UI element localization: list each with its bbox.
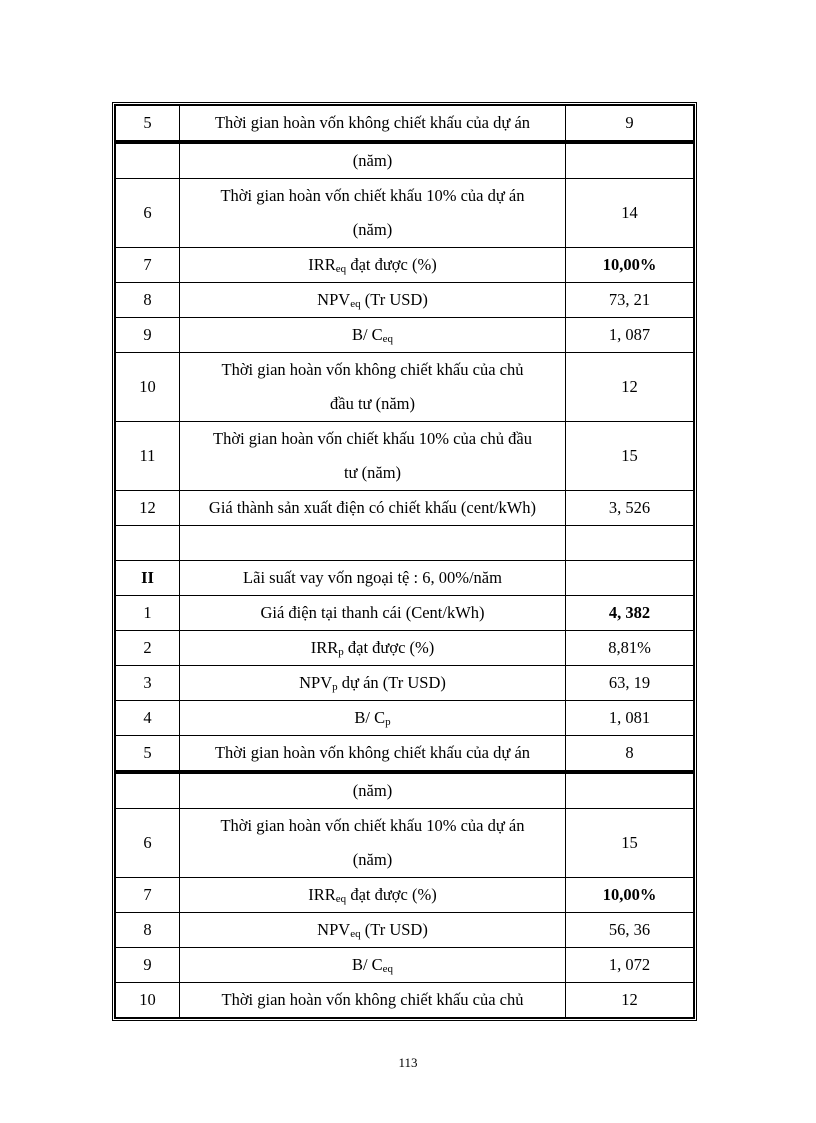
row-value: 8 xyxy=(566,736,694,773)
table-row xyxy=(116,666,694,701)
row-label: Thời gian hoàn vốn không chiết khấu của dự án xyxy=(180,106,566,143)
label-subscript: eq xyxy=(382,333,394,345)
row-label-line2: (năm) xyxy=(352,850,393,869)
row-number: 9 xyxy=(116,318,180,353)
row-label xyxy=(180,353,566,422)
row-number: 5 xyxy=(116,106,180,143)
row-number: 6 xyxy=(116,179,180,248)
row-value: 10,00% xyxy=(566,878,694,913)
row-label xyxy=(180,422,566,491)
row-value xyxy=(566,561,694,596)
row-number: 4 xyxy=(116,701,180,736)
label-main: NPV xyxy=(299,673,333,692)
row-label xyxy=(180,913,566,948)
table-row xyxy=(116,491,694,526)
table-row xyxy=(116,106,694,143)
row-number: 12 xyxy=(116,491,180,526)
row-number: 10 xyxy=(116,983,180,1018)
row-label-line2: tư (năm) xyxy=(343,463,402,482)
row-value: 73, 21 xyxy=(566,283,694,318)
row-label xyxy=(180,179,566,248)
row-value: 9 xyxy=(566,106,694,143)
row-label xyxy=(180,701,566,736)
label-subscript: eq xyxy=(335,893,347,905)
row-label xyxy=(180,809,566,878)
table-row xyxy=(116,913,694,948)
row-number: 9 xyxy=(116,948,180,983)
label-main: IRR xyxy=(310,638,339,657)
row-value: 1, 081 xyxy=(566,701,694,736)
row-label xyxy=(180,248,566,283)
row-label-line2: đầu tư (năm) xyxy=(330,394,415,413)
row-label-line1: Thời gian hoàn vốn chiết khấu 10% của chủ đầu xyxy=(213,429,532,448)
row-number: 1 xyxy=(116,596,180,631)
row-number: 8 xyxy=(116,283,180,318)
table-row xyxy=(116,179,694,248)
row-label: (năm) xyxy=(180,772,566,809)
row-number: 3 xyxy=(116,666,180,701)
row-label: Thời gian hoàn vốn không chiết khấu của chủ xyxy=(180,983,566,1018)
row-label: Giá thành sản xuất điện có chiết khấu (cent/kWh) xyxy=(180,491,566,526)
label-main: B/ C xyxy=(351,325,383,344)
row-value xyxy=(566,772,694,809)
row-value: 12 xyxy=(566,353,694,422)
label-main: B/ C xyxy=(351,955,383,974)
row-label: Lãi suất vay vốn ngoại tệ : 6, 00%/năm xyxy=(180,561,566,596)
row-label-line2: (năm) xyxy=(352,220,393,239)
row-value: 4, 382 xyxy=(566,596,694,631)
row-number: 6 xyxy=(116,809,180,878)
row-number: 2 xyxy=(116,631,180,666)
table-row xyxy=(116,353,694,422)
label-subscript: eq xyxy=(350,298,361,310)
table xyxy=(115,105,694,1018)
table-row xyxy=(116,772,694,809)
row-number: 8 xyxy=(116,913,180,948)
label-main: IRR xyxy=(308,255,336,274)
table-row xyxy=(116,283,694,318)
row-value: 14 xyxy=(566,179,694,248)
row-value: 10,00% xyxy=(566,248,694,283)
table-row xyxy=(116,983,694,1018)
row-number xyxy=(116,772,180,809)
label-subscript: eq xyxy=(335,263,347,275)
row-value: 1, 087 xyxy=(566,318,694,353)
table-row xyxy=(116,631,694,666)
table-row xyxy=(116,248,694,283)
row-label xyxy=(180,666,566,701)
row-label: Giá điện tại thanh cái (Cent/kWh) xyxy=(180,596,566,631)
table-row xyxy=(116,878,694,913)
table-row xyxy=(116,809,694,878)
row-label: Thời gian hoàn vốn không chiết khấu của dự án xyxy=(180,736,566,773)
label-rest: dự án (Tr USD) xyxy=(337,673,446,692)
label-rest: (Tr USD) xyxy=(360,290,428,309)
table-row xyxy=(116,526,694,561)
label-subscript: p xyxy=(385,716,391,728)
label-rest: (Tr USD) xyxy=(360,920,428,939)
row-number: 7 xyxy=(116,878,180,913)
row-value: 3, 526 xyxy=(566,491,694,526)
row-number: 10 xyxy=(116,353,180,422)
row-value xyxy=(566,526,694,561)
row-label xyxy=(180,878,566,913)
row-value: 15 xyxy=(566,422,694,491)
row-number: 7 xyxy=(116,248,180,283)
label-rest: đạt được (%) xyxy=(343,638,435,657)
row-number: 11 xyxy=(116,422,180,491)
row-label xyxy=(180,948,566,983)
row-value: 12 xyxy=(566,983,694,1018)
label-subscript: eq xyxy=(382,963,394,975)
row-label xyxy=(180,283,566,318)
page-number: 113 xyxy=(398,1055,418,1070)
results-table xyxy=(112,102,697,1021)
row-number: 5 xyxy=(116,736,180,773)
row-value: 56, 36 xyxy=(566,913,694,948)
table-row xyxy=(116,596,694,631)
label-main: NPV xyxy=(317,290,351,309)
row-value: 8,81% xyxy=(566,631,694,666)
row-label-line1: Thời gian hoàn vốn chiết khấu 10% của dự án xyxy=(220,186,525,205)
label-rest: đạt được (%) xyxy=(346,255,437,274)
row-value: 63, 19 xyxy=(566,666,694,701)
row-label xyxy=(180,631,566,666)
label-rest: đạt được (%) xyxy=(346,885,437,904)
row-label: (năm) xyxy=(180,142,566,179)
table-row xyxy=(116,142,694,179)
row-number: II xyxy=(116,561,180,596)
row-label xyxy=(180,526,566,561)
table-row xyxy=(116,318,694,353)
row-label-line1: Thời gian hoàn vốn chiết khấu 10% của dự án xyxy=(220,816,525,835)
label-subscript: p xyxy=(332,681,338,693)
row-value xyxy=(566,142,694,179)
row-label-line1: Thời gian hoàn vốn không chiết khấu của chủ xyxy=(221,360,524,379)
table-row xyxy=(116,948,694,983)
row-value: 1, 072 xyxy=(566,948,694,983)
table-row xyxy=(116,561,694,596)
label-subscript: eq xyxy=(350,928,361,940)
row-number xyxy=(116,142,180,179)
label-main: IRR xyxy=(308,885,336,904)
label-main: NPV xyxy=(317,920,351,939)
label-main: B/ C xyxy=(354,708,386,727)
table-row xyxy=(116,736,694,773)
table-row xyxy=(116,701,694,736)
row-number xyxy=(116,526,180,561)
row-value: 15 xyxy=(566,809,694,878)
table-row xyxy=(116,422,694,491)
row-label xyxy=(180,318,566,353)
label-subscript: p xyxy=(338,646,344,658)
